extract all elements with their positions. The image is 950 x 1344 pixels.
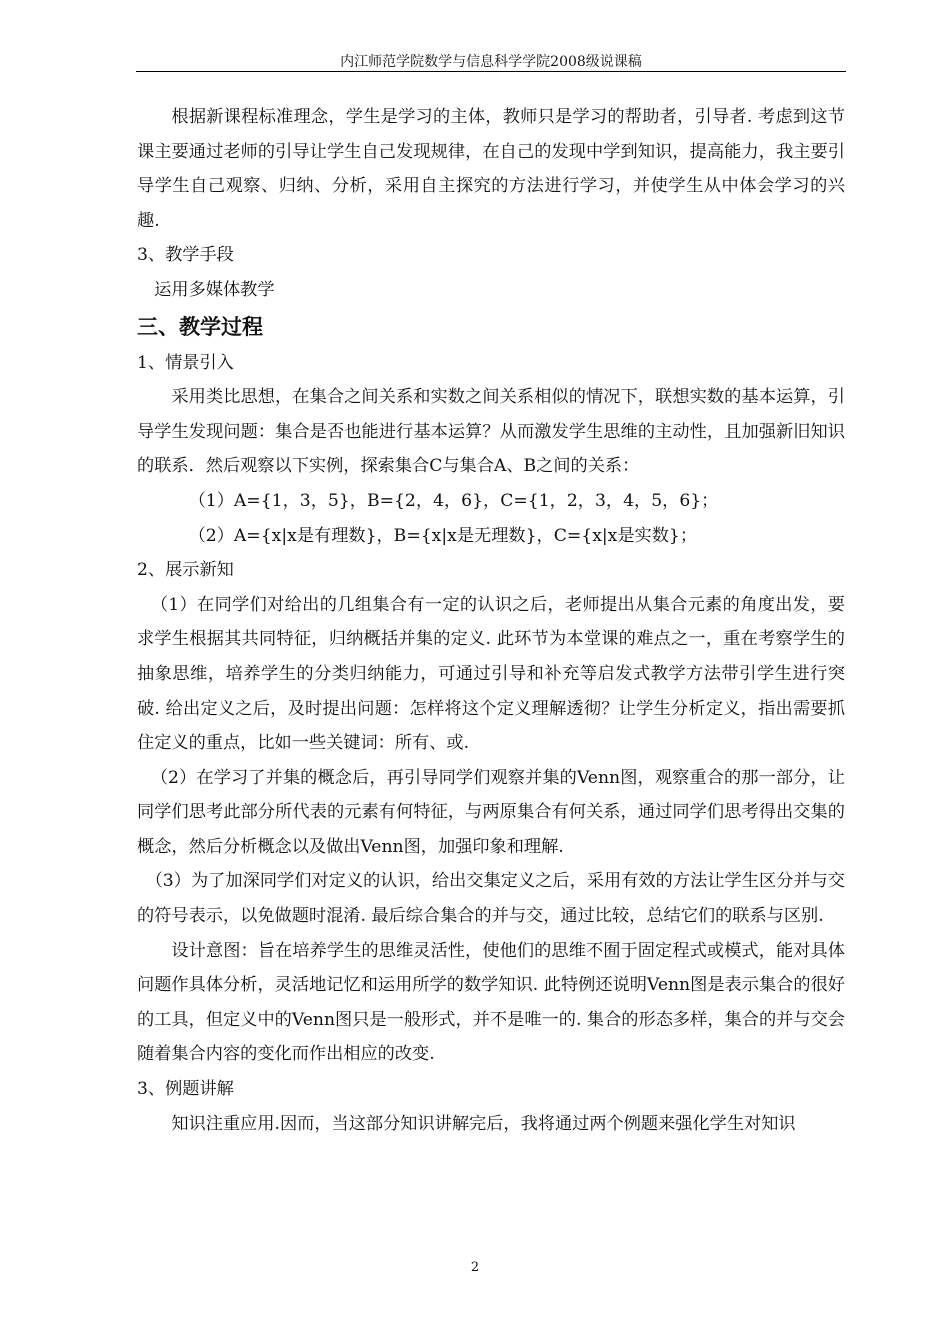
- paragraph-venn-intersection: （2）在学习了并集的概念后，再引导同学们观察并集的Venn图，观察重合的那一部分，让同学们思考此部分所代表的元素有何特征，与两原集合有何关系，通过同学们思考得出交集的概念，然后分析概念以及做出Venn图，加强印象和理解.: [137, 767, 845, 857]
- paragraph-application: 知识注重应用.因而，当这部分知识讲解完后，我将通过两个例题来强化学生对知识: [171, 1113, 796, 1134]
- example-set-2: （2）A={x|x是有理数}，B={x|x是无理数}，C={x|x是实数}；: [188, 525, 698, 546]
- heading-new-knowledge: 2、展示新知: [137, 560, 234, 581]
- section-heading-teaching-process: 三、教学过程: [137, 314, 263, 339]
- paragraph-analogy: 采用类比思想，在集合之间关系和实数之间关系相似的情况下，联想实数的基本运算，引导学生发现问题：集合是否也能进行基本运算？从而激发学生思维的主动性，且加强新旧知识的联系．然后观察以下实例，探索集合C与集合A、B之间的关系：: [137, 387, 845, 477]
- heading-teaching-means: 3、教学手段: [137, 245, 234, 266]
- header-rule: [136, 71, 846, 72]
- page-number: 2: [470, 1260, 480, 1275]
- heading-scenario-intro: 1、情景引入: [137, 352, 234, 373]
- paragraph-design-intent: 设计意图：旨在培养学生的思维灵活性，使他们的思维不囿于固定程式或模式，能对具体问题作具体分析，灵活地记忆和运用所学的数学知识. 此特例还说明Venn图是表示集合的很好的工具，但定义中的Venn图只是一般形式，并不是唯一的. 集合的形态多样，集合的并与交会随着集合内容的变化而作出相应的改变.: [137, 940, 845, 1065]
- paragraph-multimedia: 运用多媒体教学: [154, 279, 275, 300]
- example-set-1: （1）A={1，3，5}，B={2，4，6}，C={1，2，3，4，5，6}；: [188, 490, 719, 511]
- document-body: [137, 100, 845, 1141]
- page-header: 内江师范学院数学与信息科学学院2008级说课稿: [340, 54, 642, 70]
- heading-example-explanation: 3、例题讲解: [137, 1079, 234, 1100]
- paragraph-symbols: （3）为了加深同学们对定义的认识，给出交集定义之后，采用有效的方法让学生区分并与交的符号表示，以免做题时混淆. 最后综合集合的并与交，通过比较，总结它们的联系与区别.: [137, 871, 845, 927]
- paragraph-union-definition: （1）在同学们对给出的几组集合有一定的认识之后，老师提出从集合元素的角度出发，要求学生根据其共同特征，归纳概括并集的定义. 此环节为本堂课的难点之一，重在考察学生的抽象思维，培养学生的分类归纳能力，可通过引导和补充等启发式教学方法带引学生进行突破. 给出定义之后，及时提出问题：怎样将这个定义理解透彻？让学生分析定义，指出需要抓住定义的重点，比如一些关键词：所有、或.: [137, 594, 845, 754]
- paragraph-teaching-method: 根据新课程标准理念，学生是学习的主体，教师只是学习的帮助者，引导者. 考虑到这节课主要通过老师的引导让学生自己发现规律，在自己的发现中学到知识，提高能力，我主要引导学生自己观察、归纳、分析，采用自主探究的方法进行学习，并使学生从中体会学习的兴趣.: [137, 107, 845, 231]
